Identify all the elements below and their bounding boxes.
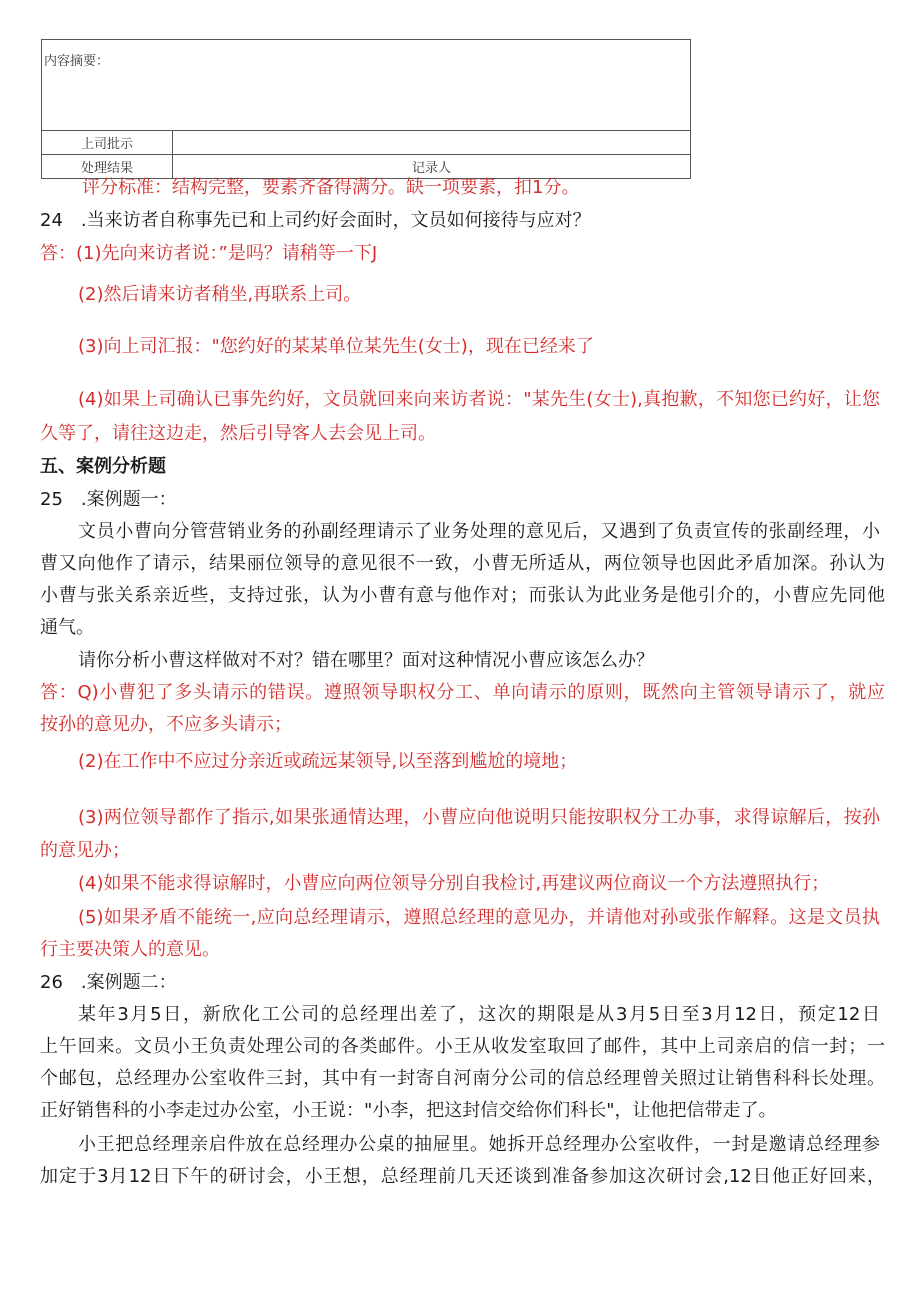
answer-25-line-3: (2)在工作中不应过分亲近或疏远某领导,以至落到尴尬的境地； <box>78 751 578 772</box>
answer-25-line-6: (4)如果不能求得谅解时，小曹应向两位领导分别自我检讨,再建议两位商议一个方法遵照执行； <box>78 873 830 894</box>
summary-label: 内容摘要： <box>42 40 691 131</box>
case-26-line-4: 正好销售科的小李走过办公室，小王说："小李，把这封信交给你们科长"，让他把信带走了。 <box>40 1100 777 1121</box>
answer-24-line-1: 答：(1)先向来访者说：”是吗？请稍等一下J <box>40 243 378 264</box>
answer-24-line-5: 久等了，请往这边走，然后引导客人去会见上司。 <box>40 423 436 444</box>
answer-24-line-2: (2)然后请来访者稍坐,再联系上司。 <box>78 284 362 305</box>
recorder-label: 记录人 <box>173 155 691 179</box>
question-24: 24 .当来访者自称事先已和上司约好会面时，文员如何接待与应对？ <box>40 210 591 231</box>
summary-row <box>42 40 691 131</box>
case-26-line-1: 某年3月5日，新欣化工公司的总经理出差了，这次的期限是从3月5日至3月12日，预定12日 <box>78 1004 880 1025</box>
case-26-line-2: 上午回来。文员小王负责处理公司的各类邮件。小王从收发室取回了邮件，其中上司亲启的信一封；一 <box>40 1036 885 1057</box>
question-25: 25 .案例题一： <box>40 489 177 510</box>
answer-25-line-4: (3)两位领导都作了指示,如果张通情达理，小曹应向他说明只能按职权分工办事，求得谅解后，按孙 <box>78 807 880 828</box>
answer-25-line-8: 行主要决策人的意见。 <box>40 939 220 960</box>
answer-25-line-7: (5)如果矛盾不能统一,应向总经理请示，遵照总经理的意见办，并请他对孙或张作解释。这是文员执 <box>78 907 880 928</box>
approval-label: 上司批示 <box>42 131 173 155</box>
scoring-criteria: 评分标准：结构完整，要素齐备得满分。缺一项要素，扣1分。 <box>82 177 580 198</box>
case-26-line-6: 加定于3月12日下午的研讨会，小王想，总经理前几天还谈到准备参加这次研讨会,12日他正好回来， <box>40 1166 885 1187</box>
result-label: 处理结果 <box>42 155 173 179</box>
case-25-line-4: 通气。 <box>40 617 94 638</box>
answer-25-line-5: 的意见办； <box>40 840 130 861</box>
case-25-line-2: 曹又向他作了请示，结果丽位领导的意见很不一致，小曹无所适从，两位领导也因此矛盾加深。孙认为 <box>40 553 885 574</box>
approval-row <box>42 131 691 155</box>
answer-25-line-1: 答：Q)小曹犯了多头请示的错误。遵照领导职权分工、单向请示的原则，既然向主管领导请示了，就应 <box>40 682 885 703</box>
approval-value <box>173 131 691 155</box>
section-heading-case-analysis: 五、案例分析题 <box>40 456 166 477</box>
question-26: 26 .案例题二： <box>40 972 177 993</box>
record-form-table <box>41 39 691 179</box>
answer-25-line-2: 按孙的意见办，不应多头请示； <box>40 714 292 735</box>
case-26-line-5: 小王把总经理亲启件放在总经理办公桌的抽屉里。她拆开总经理办公室收件，一封是邀请总经理参 <box>78 1134 880 1155</box>
answer-24-line-4: (4)如果上司确认已事先约好，文员就回来向来访者说："某先生(女士),真抱歉，不知您已约好，让您 <box>78 389 880 410</box>
answer-24-line-3: (3)向上司汇报："您约好的某某单位某先生(女士)，现在已经来了 <box>78 336 594 357</box>
case-25-line-3: 小曹与张关系亲近些，支持过张，认为小曹有意与他作对；而张认为此业务是他引介的，小曹应先同他 <box>40 585 885 606</box>
case-26-line-3: 个邮包，总经理办公室收件三封，其中有一封寄自河南分公司的信总经理曾关照过让销售科科长处理。 <box>40 1068 885 1089</box>
case-25-question: 请你分析小曹这样做对不对？错在哪里？面对这种情况小曹应该怎么办？ <box>78 650 654 671</box>
case-25-line-1: 文员小曹向分管营销业务的孙副经理请示了业务处理的意见后，又遇到了负责宣传的张副经理，小 <box>78 521 880 542</box>
